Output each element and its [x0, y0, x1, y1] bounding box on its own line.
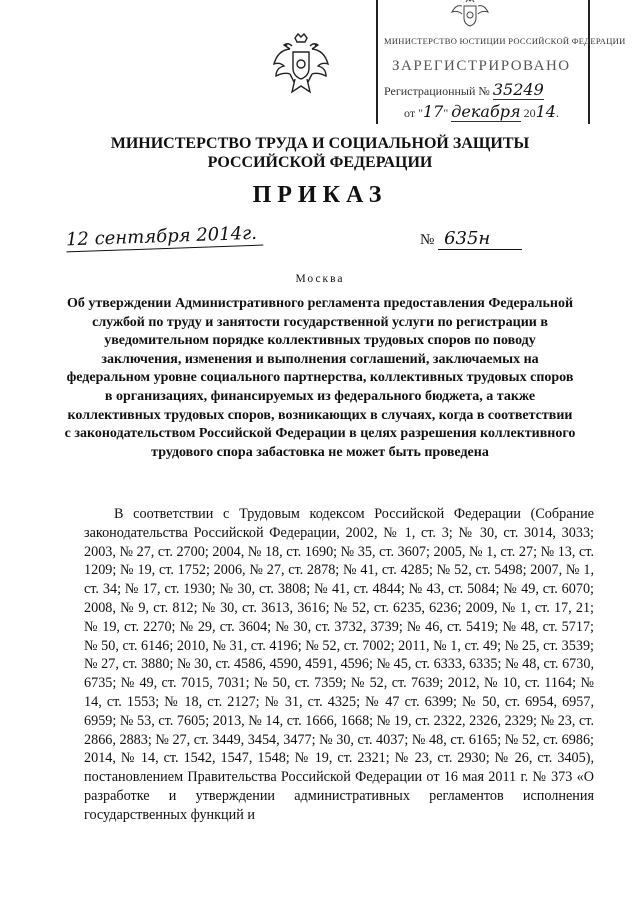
order-date: 12 сентября 2014г. — [66, 223, 264, 253]
coat-of-arms-emblem — [268, 32, 334, 98]
stamp-date-prefix: от — [404, 106, 416, 120]
order-number-block — [420, 228, 522, 250]
ministry-name — [0, 134, 640, 172]
city: Москва — [295, 273, 345, 285]
order-number-label: № — [420, 232, 435, 248]
order-subject: Об утверждении Административного регламента предоставления Федеральной службой по труду и занятости государственной услуги по регистрации в уведомительном порядке коллективных трудовых споров по поводу заключения, изменения и выполнения соглашений, заключаемых на федеральном уровне социального партнерства, коллективных трудовых споров в организациях, финансируемых из федерального бюджета, а также коллективных трудовых споров, возникающих в случаях, когда в соответствии с законодательством Российской Федерации в целях разрешения коллективного трудового спора забастовка не может быть проведена — [64, 296, 576, 460]
stamp-date-row: от "17" декабря 2014. — [404, 102, 559, 121]
stamp-reg-number: 35249 — [492, 80, 544, 99]
stamp-left-border — [376, 0, 378, 124]
ministry-name-line1: МИНИСТЕРСТВО ТРУДА И СОЦИАЛЬНОЙ ЗАЩИТЫ — [110, 135, 530, 152]
stamp-date-day: 17 — [423, 102, 444, 121]
order-number: 635н — [438, 228, 522, 250]
stamp-reg-number-row — [384, 80, 544, 100]
document-title: ПРИКАЗ — [252, 182, 388, 208]
stamp-date-month: декабря — [451, 102, 521, 121]
stamp-registered: ЗАРЕГИСТРИРОВАНО — [392, 58, 571, 74]
stamp-reg-number-label: Регистрационный № — [384, 84, 490, 98]
stamp-date-year-suffix: 14 — [535, 102, 556, 121]
registration-stamp — [358, 0, 626, 126]
stamp-date-year-prefix: 20 — [523, 106, 536, 120]
stamp-ministry: МИНИСТЕРСТВО ЮСТИЦИИ РОССИЙСКОЙ ФЕДЕРАЦИИ — [384, 36, 626, 46]
ministry-name-line2: РОССИЙСКОЙ ФЕДЕРАЦИИ — [207, 154, 433, 171]
body-paragraph: В соответствии с Трудовым кодексом Российской Федерации (Собрание законодательства Российской Федерации, 2002, № 1, ст. 3; № 30, ст. 3014, 3033; 2003, № 27, ст. 2700; 2004, № 18, ст. 1690; № 35, ст. 3607; 2005, № 1, ст. 27; № 13, ст. 1209; № 19, ст. 1752; 2006, № 27, ст. 2878; № 41, ст. 4285; № 52, ст. 5498; 2007, № 1, ст. 34; № 17, ст. 1930; № 30, ст. 3808; № 41, ст. 4844; № 43, ст. 5084; № 49, ст. 6070; 2008, № 9, ст. 812; № 30, ст. 3613, 3616; № 52, ст. 6235, 6236; 2009, № 1, ст. 17, 21; № 19, ст. 2270; № 29, ст. 3604; № 30, ст. 3732, 3739; № 46, ст. 5419; № 48, ст. 5717; № 50, ст. 6146; 2010, № 31, ст. 4196; № 52, ст. 7002; 2011, № 1, ст. 49; № 25, ст. 3539; № 27, ст. 3880; № 30, ст. 4586, 4590, 4591, 4596; № 45, ст. 6333, 6335; № 48, ст. 6730, 6735; № 49, ст. 7015, 7031; № 50, ст. 7359; № 52, ст. 7639; 2012, № 10, ст. 1164; № 14, ст. 1553; № 18, ст. 2127; № 31, ст. 4325; № 47 ст. 6399; № 50, ст. 6954, 6957, 6959; № 53, ст. 7605; 2013, № 14, ст. 1666, 1668; № 19, ст. 2322, 2326, 2329; № 23, ст. 2866, 2883; № 27, ст. 3449, 3454, 3477; № 30, ст. 4037; № 48, ст. 6165; № 52, ст. 6986; 2014, № 14, ст. 1542, 1547, 1548; № 19, ст. 2321; № 23, ст. 2930; № 26, ст. 3405), постановлением Правительства Российской Федерации от 16 мая 2011 г. № 373 «О разработке и утверждении административных регламентов исполнения государственных функций и — [84, 506, 594, 823]
stamp-right-border — [588, 0, 590, 124]
stamp-emblem-icon — [448, 0, 492, 28]
